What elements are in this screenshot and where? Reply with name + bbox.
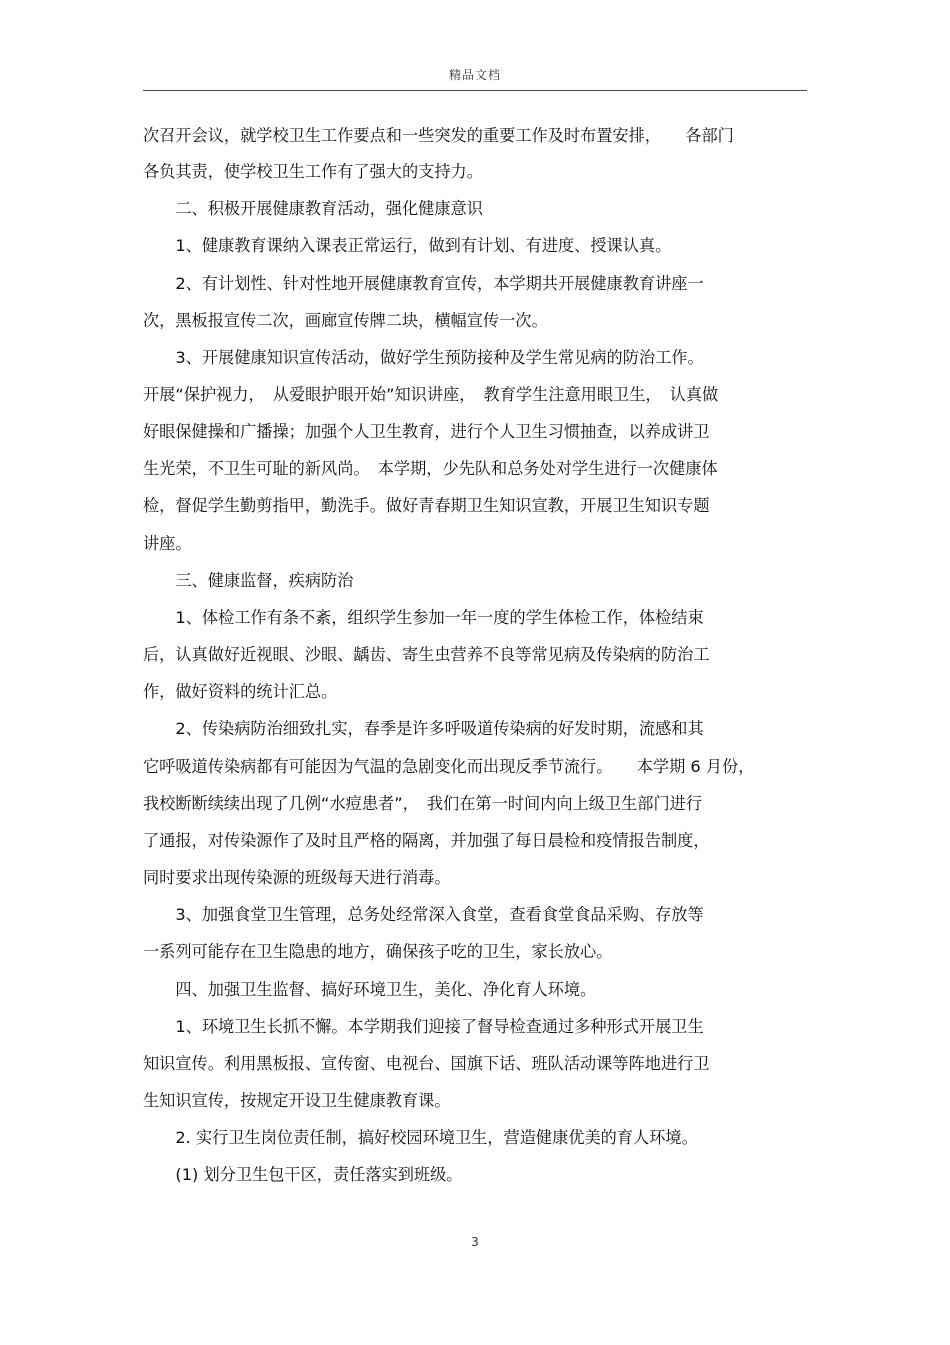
- text-line: (1) 划分卫生包干区，责任落实到班级。: [143, 1165, 463, 1184]
- section-heading: 二、积极开展健康教育活动，强化健康意识: [143, 199, 483, 218]
- text-line: 2. 实行卫生岗位责任制，搞好校园环境卫生，营造健康优美的育人环境。: [143, 1128, 698, 1147]
- text-line: 生光荣，不卫生可耻的新风尚。 本学期，少先队和总务处对学生进行一次健康体: [143, 459, 718, 478]
- text-line: 检，督促学生勤剪指甲，勤洗手。做好青春期卫生知识宣教，开展卫生知识专题: [143, 496, 710, 515]
- text-line: 1、环境卫生长抓不懈。本学期我们迎接了督导检查通过多种形式开展卫生: [143, 1017, 704, 1036]
- text-line: 2、传染病防治细致扎实，春季是许多呼吸道传染病的好发时期，流感和其: [143, 719, 704, 738]
- text-line: 我校断断续续出现了几例“水痘患者”， 我们在第一时间内向上级卫生部门进行: [143, 794, 703, 813]
- page-number: 3: [471, 1235, 479, 1249]
- text-line: 一系列可能存在卫生隐患的地方，确保孩子吃的卫生，家长放心。: [143, 942, 613, 961]
- text-line: 知识宣传。利用黑板报、宣传窗、电视台、国旗下话、班队活动课等阵地进行卫: [143, 1054, 710, 1073]
- text-line: 开展“保护视力， 从爱眼护眼开始”知识讲座， 教育学生注意用眼卫生， 认真做: [143, 385, 719, 404]
- header-title: 精品文档: [448, 68, 501, 82]
- text-line: 好眼保健操和广播操；加强个人卫生教育，进行个人卫生习惯抽查，以养成讲卫: [143, 422, 710, 441]
- text-line: 了通报，对传染源作了及时且严格的隔离，并加强了每日晨检和疫情报告制度，: [143, 831, 710, 850]
- text-line: 3、加强食堂卫生管理，总务处经常深入食堂，查看食堂食品采购、存放等: [143, 905, 704, 924]
- section-heading: 四、加强卫生监督、搞好环境卫生，美化、净化育人环境。: [143, 980, 597, 999]
- section-heading: 三、健康监督，疾病防治: [143, 571, 354, 590]
- text-line: 各负其责，使学校卫生工作有了强大的支持力。: [143, 162, 483, 181]
- text-line: 3、开展健康知识宣传活动，做好学生预防接种及学生常见病的防治工作。: [143, 348, 704, 367]
- text-line: 1、体检工作有条不紊，组织学生参加一年一度的学生体检工作，体检结束: [143, 608, 704, 627]
- text-line: 次召开会议，就学校卫生工作要点和一些突发的重要工作及时布置安排， 各部门: [143, 126, 734, 145]
- text-line: 生知识宣传，按规定开设卫生健康教育课。: [143, 1091, 451, 1110]
- header-divider: [143, 90, 807, 91]
- text-line: 次，黑板报宣传二次，画廊宣传牌二块，横幅宣传一次。: [143, 311, 548, 330]
- text-line: 同时要求出现传染源的班级每天进行消毒。: [143, 868, 451, 887]
- text-line: 后，认真做好近视眼、沙眼、龋齿、寄生虫营养不良等常见病及传染病的防治工: [143, 645, 710, 664]
- text-line: 1、健康教育课纳入课表正常运行，做到有计划、有进度、授课认真。: [143, 236, 672, 255]
- text-line: 讲座。: [143, 534, 192, 553]
- text-line: 它呼吸道传染病都有可能因为气温的急剧变化而出现反季节流行。 本学期 6 月份，: [143, 757, 755, 776]
- text-line: 2、有计划性、针对性地开展健康教育宣传，本学期共开展健康教育讲座一: [143, 274, 704, 293]
- text-line: 作，做好资料的统计汇总。: [143, 682, 338, 701]
